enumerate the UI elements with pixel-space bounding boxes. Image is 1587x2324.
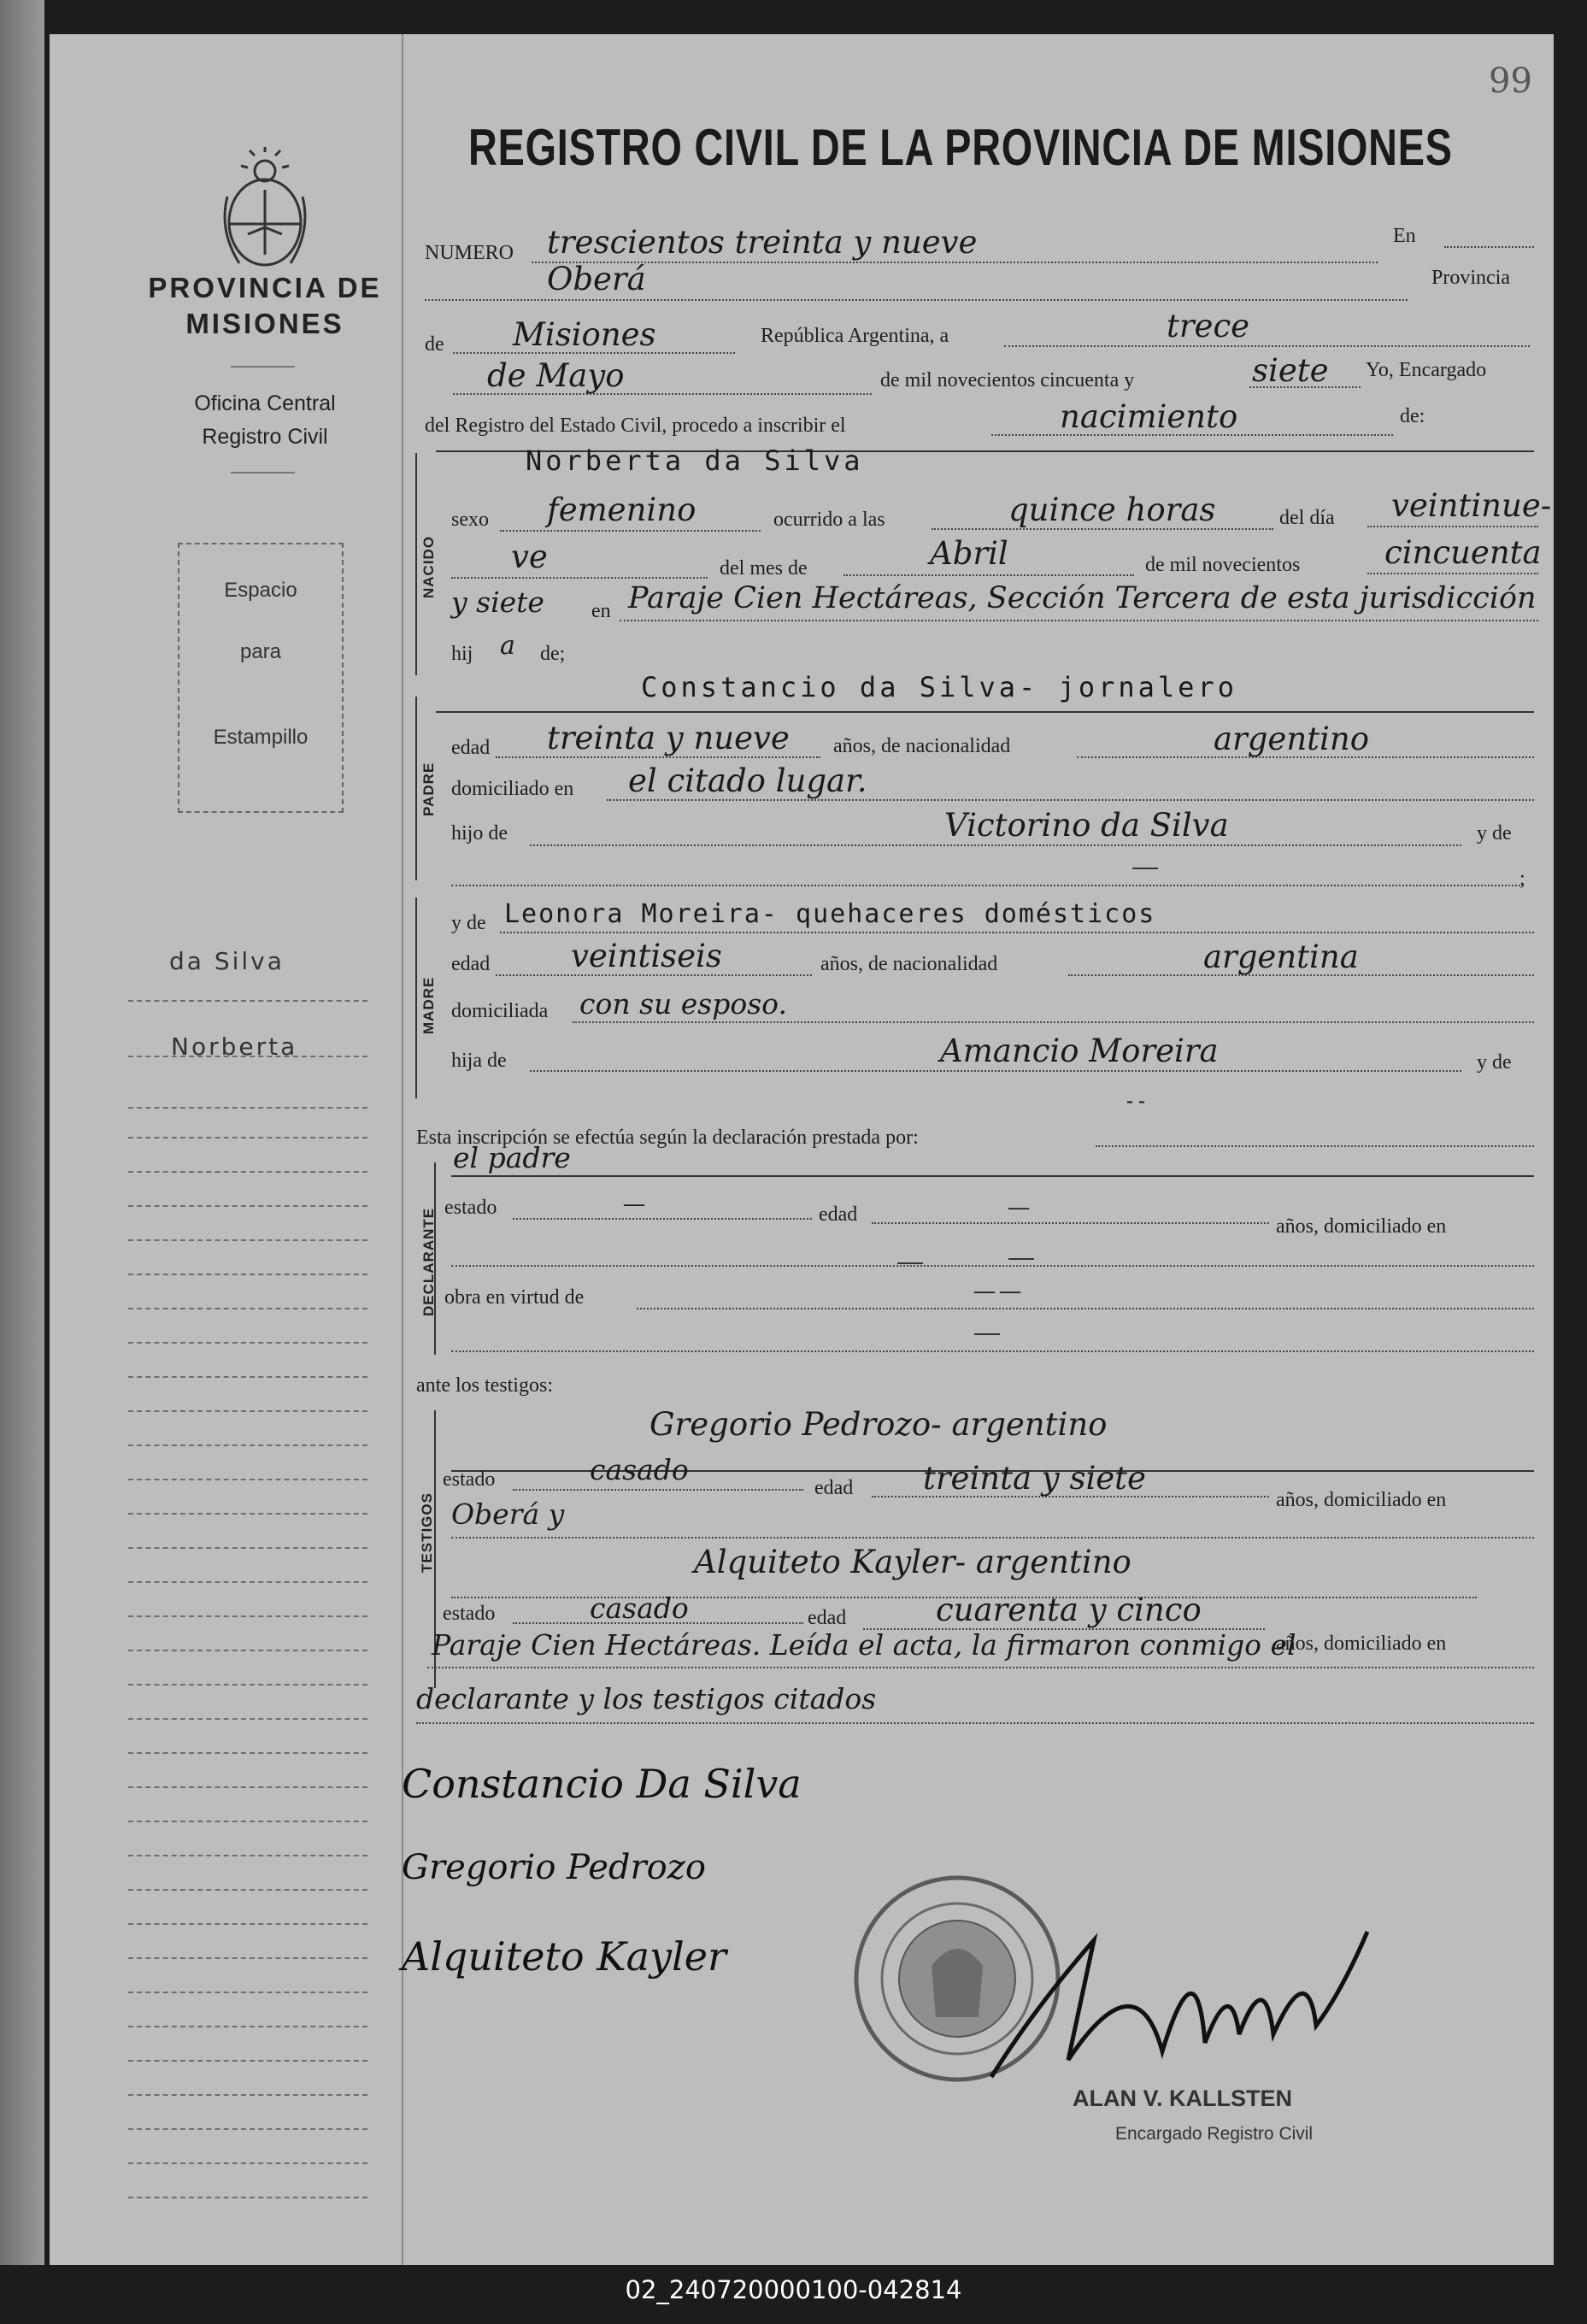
edad-line bbox=[496, 756, 820, 758]
hijo-de-label: hijo de bbox=[451, 822, 508, 844]
declarante-anos-label: años, domiciliado en bbox=[1276, 1215, 1447, 1238]
obra-label: obra en virtud de bbox=[444, 1286, 585, 1309]
t2-anos-label: años, domiciliado en bbox=[1276, 1633, 1447, 1655]
margin-rule bbox=[128, 1342, 367, 1344]
t1-estado-value: casado bbox=[590, 1453, 689, 1486]
anos-label: años, de nacionalidad bbox=[833, 735, 1011, 757]
city-value: Oberá bbox=[547, 261, 646, 297]
month-value: de Mayo bbox=[487, 357, 625, 394]
margin-rule bbox=[128, 1137, 367, 1138]
birth-day-value-b: ve bbox=[511, 538, 548, 575]
signature-declarante: Constancio Da Silva bbox=[402, 1761, 802, 1807]
sexo-value: femenino bbox=[547, 491, 697, 528]
t2-estado-label: estado bbox=[443, 1603, 496, 1625]
margin-rule bbox=[128, 1547, 367, 1549]
padre-extra-line bbox=[451, 885, 1524, 886]
hour-line bbox=[932, 528, 1273, 530]
office-line2: Registro Civil bbox=[202, 425, 328, 449]
t1-estado-label: estado bbox=[443, 1468, 496, 1491]
declaracion-intro-label: Esta inscripción se efectúa según la declaración prestada por: bbox=[416, 1127, 919, 1149]
intro-line bbox=[1096, 1145, 1534, 1147]
section-label-nacido: NACIDO bbox=[420, 535, 437, 598]
madre-name-line bbox=[500, 932, 1534, 933]
closing-value: declarante y los testigos citados bbox=[416, 1682, 877, 1715]
declarante-edad-value: — bbox=[1008, 1197, 1029, 1219]
office-line1: Oficina Central bbox=[194, 391, 336, 415]
act-type-value: nacimiento bbox=[1060, 398, 1238, 435]
section-label-padre: PADRE bbox=[420, 762, 437, 816]
signature-testigo2: Alquiteto Kayler bbox=[402, 1933, 726, 1980]
footer-code: 02_240720000100-042814 bbox=[625, 2275, 962, 2304]
declarante-domicilio-line bbox=[451, 1265, 1534, 1267]
numero-line bbox=[532, 262, 1378, 263]
dash-mark bbox=[1132, 868, 1158, 869]
place-value: Paraje Cien Hectáreas, Sección Tercera de esta jurisdicción bbox=[628, 581, 1537, 615]
margin-rule bbox=[128, 1107, 367, 1109]
padre-domicilio-value: el citado lugar. bbox=[628, 762, 867, 799]
province-title-line1: PROVINCIA DE bbox=[148, 272, 382, 303]
provincia-label: Provincia bbox=[1431, 267, 1510, 289]
divider bbox=[231, 366, 295, 368]
republica-label: República Argentina, a bbox=[761, 325, 949, 347]
margin-rule bbox=[128, 1615, 367, 1617]
margin-given-name: Norberta bbox=[171, 1033, 298, 1061]
margin-rule bbox=[128, 2094, 367, 2096]
padre-name-value: Constancio da Silva- jornalero bbox=[641, 671, 1237, 703]
en-line bbox=[1444, 246, 1534, 248]
divider bbox=[231, 472, 295, 474]
madre-parent-line bbox=[530, 1070, 1461, 1072]
birth-day-value-a: veintinue- bbox=[1391, 487, 1552, 524]
de-mil-label: de mil novecientos cincuenta y bbox=[880, 369, 1135, 391]
t2-edad-value: cuarenta y cinco bbox=[936, 1591, 1202, 1628]
nacido-name-value: Norberta da Silva bbox=[526, 444, 864, 477]
day-value: trece bbox=[1167, 308, 1250, 344]
stamp-box-line1: Espacio bbox=[224, 579, 297, 602]
del-registro-label: del Registro del Estado Civil, procedo a inscribir el bbox=[425, 415, 846, 437]
padre-nacionalidad-value: argentino bbox=[1214, 721, 1369, 757]
margin-rule bbox=[128, 1239, 367, 1241]
dash-mark bbox=[897, 1262, 923, 1264]
padre-edad-value: treinta y nueve bbox=[547, 720, 790, 756]
madre-bracket bbox=[415, 897, 417, 1098]
coat-of-arms-icon bbox=[214, 145, 316, 274]
margin-rule bbox=[128, 2197, 367, 2198]
margin-rule bbox=[128, 1479, 367, 1480]
madre-anos-label: años, de nacionalidad bbox=[820, 953, 998, 975]
section-label-declarante: DECLARANTE bbox=[420, 1207, 437, 1316]
official-title: Encargado Registro Civil bbox=[1115, 2124, 1314, 2144]
margin-rule bbox=[128, 1000, 367, 1002]
stamp-box-line3: Estampillo bbox=[213, 726, 309, 749]
madre-y-de-label2: y de bbox=[1477, 1051, 1512, 1074]
official-name: ALAN V. KALLSTEN bbox=[1073, 2086, 1293, 2111]
margin-rule bbox=[128, 1376, 367, 1378]
day-line bbox=[1367, 526, 1538, 527]
dash-mark bbox=[974, 1333, 1000, 1335]
declarante-name-value: el padre bbox=[453, 1141, 571, 1174]
t1-domicilio-value: Oberá y bbox=[451, 1497, 565, 1531]
t2-domicilio-value: Paraje Cien Hectáreas. Leída el acta, la firmaron conmigo el bbox=[432, 1628, 1296, 1662]
yo-label: Yo, Encargado bbox=[1366, 359, 1487, 381]
t1-edad-value: treinta y siete bbox=[923, 1460, 1146, 1497]
margin-rule bbox=[128, 1752, 367, 1754]
margin-rule bbox=[128, 1171, 367, 1173]
year-line bbox=[1367, 573, 1538, 574]
margin-rule bbox=[128, 1274, 367, 1275]
margin-divider bbox=[402, 34, 403, 2265]
signature-testigo1: Gregorio Pedrozo bbox=[402, 1848, 706, 1887]
obra-value: — — bbox=[974, 1280, 1020, 1303]
closing-line bbox=[416, 1722, 1534, 1724]
margin-rule bbox=[128, 1855, 367, 1856]
margin-rule bbox=[128, 2128, 367, 2130]
t2-estado-value: casado bbox=[590, 1591, 689, 1625]
margin-rule bbox=[128, 1308, 367, 1309]
madre-parent-value: Amancio Moreira bbox=[940, 1033, 1219, 1069]
testigos-intro-label: ante los testigos: bbox=[416, 1374, 553, 1397]
hijo-label: hij bbox=[451, 643, 473, 665]
sexo-label: sexo bbox=[451, 509, 489, 531]
domicilio-line bbox=[607, 799, 1534, 801]
semicolon: ; bbox=[1519, 868, 1525, 890]
birth-month-value: Abril bbox=[930, 535, 1008, 572]
day-line-2 bbox=[451, 577, 708, 579]
madre-dash-value: - - bbox=[1126, 1090, 1145, 1112]
t1-domicilio-line bbox=[451, 1537, 1534, 1539]
dash-mark bbox=[1008, 1258, 1034, 1260]
month-line bbox=[843, 574, 1134, 576]
de-colon-label: de: bbox=[1400, 405, 1425, 427]
en-label: En bbox=[1393, 225, 1416, 247]
de-label: de bbox=[425, 333, 444, 356]
t1-edad-label: edad bbox=[814, 1477, 854, 1499]
padre-parent-value: Victorino da Silva bbox=[944, 807, 1229, 844]
t2-edad-label: edad bbox=[808, 1607, 847, 1629]
margin-rule bbox=[128, 1923, 367, 1925]
hijo-value: a bbox=[500, 631, 515, 661]
margin-rule bbox=[128, 1786, 367, 1788]
madre-edad-value: veintiseis bbox=[571, 938, 722, 974]
ocurrido-label: ocurrido a las bbox=[773, 509, 885, 531]
margin-rule bbox=[128, 1650, 367, 1651]
padre-bracket bbox=[415, 697, 417, 880]
madre-domicilio-line bbox=[573, 1021, 1534, 1023]
del-dia-label: del día bbox=[1279, 507, 1335, 529]
margin-rule bbox=[128, 1581, 367, 1583]
margin-rule bbox=[128, 1889, 367, 1891]
previous-page-edge bbox=[0, 0, 44, 2265]
madre-edad-line bbox=[496, 974, 812, 976]
section-label-madre: MADRE bbox=[420, 976, 437, 1034]
en-label: en bbox=[591, 600, 611, 622]
official-signature-mark bbox=[983, 1906, 1376, 2094]
declarante-edad-line bbox=[872, 1222, 1269, 1224]
domiciliado-label: domiciliado en bbox=[451, 778, 574, 800]
de-label: de; bbox=[540, 643, 566, 665]
margin-rule bbox=[128, 2162, 367, 2164]
margin-surname: da Silva bbox=[169, 947, 285, 975]
day-line bbox=[1004, 345, 1530, 347]
margin-rule bbox=[128, 2026, 367, 2027]
year-value: siete bbox=[1252, 352, 1329, 389]
margin-rule bbox=[128, 1410, 367, 1412]
y-de-label: y de bbox=[1477, 822, 1512, 844]
hija-de-label: hija de bbox=[451, 1050, 507, 1072]
obra-line-2 bbox=[451, 1350, 1534, 1352]
hour-value: quince horas bbox=[1008, 491, 1216, 528]
madre-name-value: Leonora Moreira- quehaceres domésticos bbox=[504, 899, 1156, 929]
place-line bbox=[620, 620, 1538, 621]
obra-line bbox=[637, 1308, 1534, 1309]
t1-name-value: Gregorio Pedrozo- argentino bbox=[649, 1406, 1108, 1443]
nacido-bracket bbox=[415, 453, 417, 675]
padre-parent-line bbox=[530, 844, 1461, 846]
edad-label: edad bbox=[451, 737, 491, 759]
margin-rule bbox=[128, 1992, 367, 1993]
margin-rule bbox=[128, 1718, 367, 1720]
t1-estado-line bbox=[513, 1489, 803, 1491]
declarante-estado-line bbox=[513, 1218, 812, 1220]
madre-nacionalidad-value: argentina bbox=[1203, 938, 1359, 975]
t2-domicilio-line bbox=[427, 1667, 1534, 1668]
margin-rule bbox=[128, 1684, 367, 1686]
margin-rule bbox=[128, 1821, 367, 1822]
padre-name-line bbox=[436, 711, 1534, 713]
page-title: REGISTRO CIVIL DE LA PROVINCIA DE MISIONES bbox=[468, 119, 1453, 176]
birth-year-value-b: y siete bbox=[451, 585, 544, 619]
de-mil-label: de mil novecientos bbox=[1145, 554, 1301, 576]
birth-year-value-a: cincuenta bbox=[1384, 534, 1542, 571]
declarante-edad-label: edad bbox=[819, 1203, 858, 1226]
sexo-line bbox=[500, 530, 761, 532]
margin-rule bbox=[128, 1444, 367, 1446]
stamp-box-line2: para bbox=[239, 640, 282, 663]
t1-anos-label: años, domiciliado en bbox=[1276, 1489, 1447, 1511]
t2-name-value: Alquiteto Kayler- argentino bbox=[694, 1544, 1131, 1580]
margin-rule bbox=[128, 2060, 367, 2062]
stamp-space-box bbox=[178, 543, 344, 813]
madre-domicilio-value: con su esposo. bbox=[579, 987, 787, 1021]
madre-y-de-label: y de bbox=[451, 912, 486, 934]
numero-value: trescientos treinta y nueve bbox=[547, 224, 978, 261]
del-mes-label: del mes de bbox=[720, 557, 808, 580]
section-label-testigos: TESTIGOS bbox=[419, 1492, 435, 1573]
page-number: 99 bbox=[1489, 62, 1532, 101]
declarante-estado-value: — bbox=[624, 1193, 644, 1215]
province-title-line2: MISIONES bbox=[185, 308, 344, 339]
domiciliada-label: domiciliada bbox=[451, 1000, 549, 1022]
province-value: Misiones bbox=[513, 316, 656, 353]
madre-edad-label: edad bbox=[451, 953, 491, 975]
margin-rule bbox=[128, 1513, 367, 1515]
margin-rule bbox=[128, 1957, 367, 1959]
city-line bbox=[425, 299, 1408, 301]
numero-label: NUMERO bbox=[425, 242, 514, 264]
declarante-estado-label: estado bbox=[444, 1197, 497, 1219]
declarante-name-line bbox=[451, 1175, 1534, 1177]
margin-rule bbox=[128, 1205, 367, 1207]
